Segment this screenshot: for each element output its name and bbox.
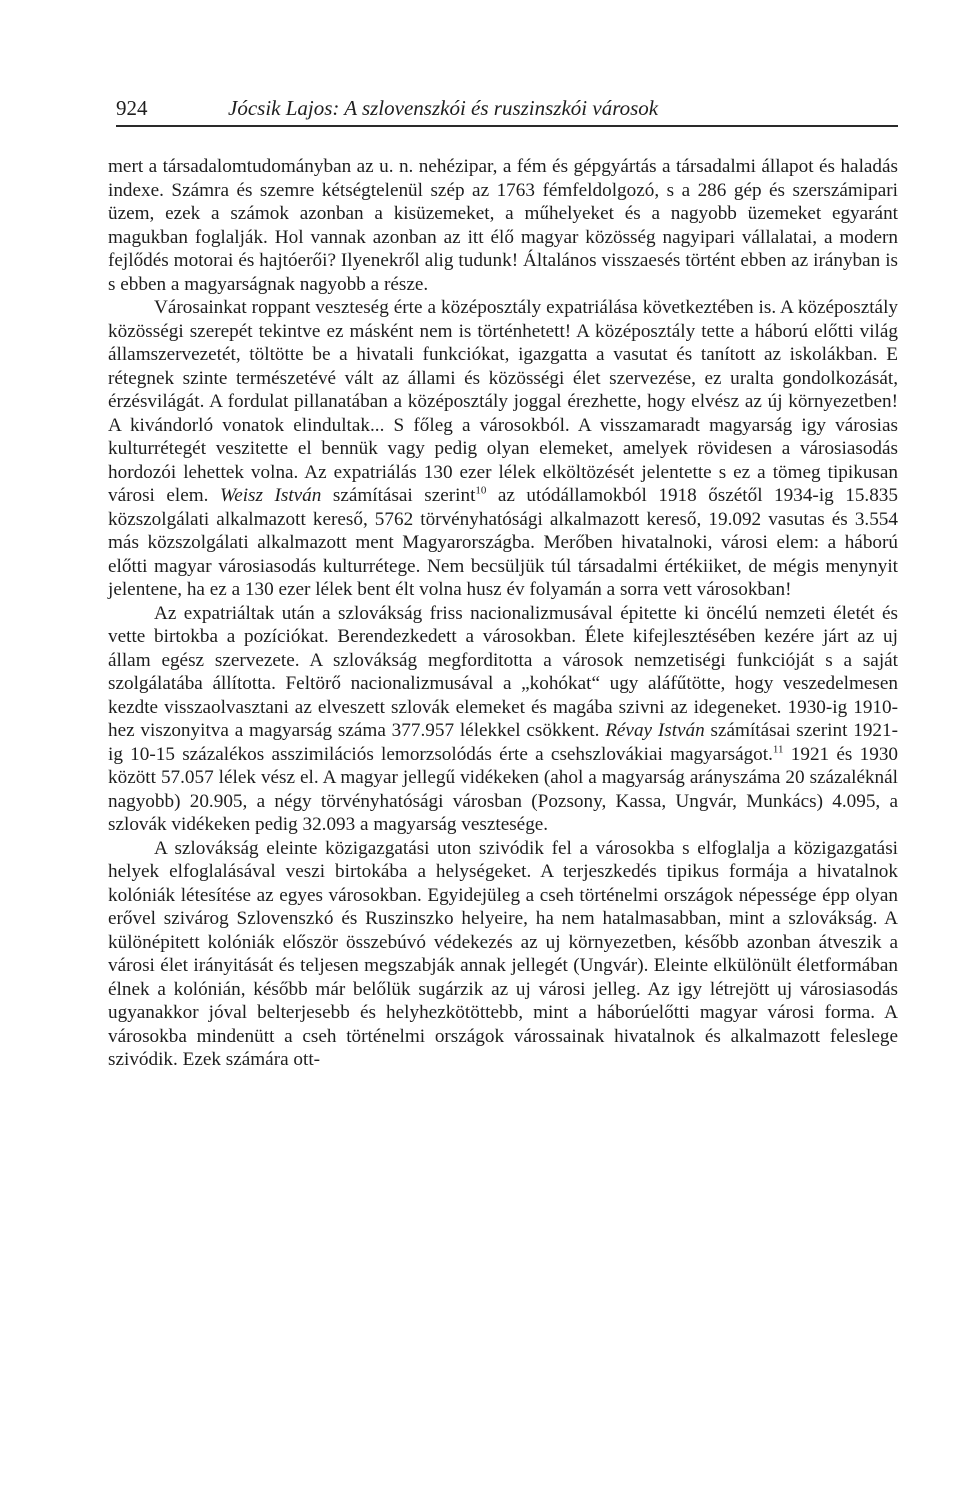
text-run: számításai szerint (321, 485, 476, 506)
book-page (108, 96, 898, 1072)
text-run: számításai szerint 1921-ig 10-15 százalékos asszimilációs lemorzsolódás érte a csehszlovákiai magyarságot. (108, 720, 898, 765)
author-name: Révay István (605, 720, 705, 741)
page-number: 924 (116, 96, 148, 120)
text-run: az utódállamokból 1918 őszétől 1934-ig 15.835 közszolgálati alkalmazott kereső, 5762 törvényhatósági alkalmazott kereső, 19.092 vasutas és 3.554 más közszolgálati alkalmazott ment Magyarországba. Merőben hivatalnoki, városi elem: a háború előtti magyar városiasodás kulturrétege. Nem becsüljük túl társadalmi értékiiket, de mégis menynyit jelentene, ha ez a 130 ezer lélek bent élt volna husz év folyamán a sorra vett városokban! (108, 485, 898, 600)
text-run: mert a társadalomtudományban az u. n. nehézipar, a fém és gépgyártás a társadalmi állapot és haladás indexe. Számra és szemre kétségtelenül szép az 1763 fémfeldolgozó, s a 286 gép és szerszámipari üzem, ezek a számok azonban a kisüzemeket, a műhelyeket és a nagyobb üzemeket egyaránt magukban foglalják. Hol vannak azonban az itt élő magyar közösség nagyipari vállalatai, a modern fejlődés motorai és hajtóerői? Ilyenekről alig tudunk! Általános visszaesés történt ebben az irányban is s ebben a magyarságnak nagyobb a része. (108, 156, 898, 295)
footnote-ref: 10 (475, 484, 487, 497)
text-run: 1921 és 1930 között 57.057 lélek vész el. A magyar jellegű vidékeken (ahol a magyarság arányszáma 20 százaléknál nagyobb) 20.905, a négy törvényhatósági városban (Pozsony, Kassa, Ungvár, Munkács) 4.095, a szlovák vidékeken pedig 32.093 a magyarság vesztesége. (108, 743, 899, 835)
text-run: Az expatriáltak után a szlovákság friss nacionalizmusával épitette ki öncélú nemzeti életét és vette birtokba a pozíciókat. Berendezkedett a városokban. Élete kifejlesztésében kezére járt az uj állam egész szervezete. A szlovákság megforditotta a városok nemzetiségi funkcióját s a saját szolgálatába állította. Feltörő nacionalizmusával a „kohókat“ ugy aláfűtötte, hogy veszedelmesen kezdte visszaolvasztani az elveszett szlovák elemeket és magába szivni az idegeneket. 1930-ig 1910-hez viszonyitva a magyarság száma 377.957 lélekkel csökkent. (108, 602, 898, 741)
text-run: Városainkat roppant veszteség érte a középosztály expatriálása következtében is. A középosztály közösségi szerepét tekintve ez másként nem is történhetett! A középosztály tette a háború előtti világ államszervezetét, töltötte be a hivatali funkciókat, igazgatta a vasutat és tanított az iskolákban. E rétegnek szinte természetévé vált az állami és közösségi élet szervezése, ez uralta gondolkozását, érzésvilágát. A fordulat pillanatában a középosztály joggal érezhette, hogy elvész az új környezetben! A kivándorló vonatok elindultak... S főleg a városokból. A visszamaradt magyarság igy városias kulturrétegét veszitette el bennük vagy pedig olyan elemeket, amelyek rövidesen a városiasodás hordozói lehettek volna. Az expatriálás 130 ezer lélek elköltözését jelentette s ez a tömeg tipikusan városi elem. (108, 297, 898, 506)
running-title: Jócsik Lajos: A szlovenszkói és ruszinszkói városok (228, 96, 659, 120)
paragraph (108, 296, 898, 602)
paragraph (108, 155, 898, 296)
footnote-ref: 11 (772, 743, 784, 756)
running-header (116, 96, 898, 127)
paragraph (108, 837, 898, 1072)
author-name: Weisz István (219, 485, 322, 506)
paragraph (108, 602, 898, 837)
body-text (108, 155, 898, 1072)
text-run: A szlovákság eleinte közigazgatási uton szivódik fel a városokba s elfoglalja a közigazgatási helyek elfoglalásával veszi birtokába a helységeket. A terjeszkedés tipikus formája a hivatalnok kolóniák létesítése az egyes városokban. Egyidejüleg a cseh történelmi országok népessége épp olyan erővel szivárog Szlovenszkó és Ruszinszko helyeire, ha nem hatalmasabban, mint a szlovákság. A különépitett kolóniák először összebúvó védekezés az uj környezetben, később azonban átveszik a városi élet irányitását és teljesen megszabják annak jellegét (Ungvár). Eleinte elkülönült életformában élnek a kolónián, később már belőlük sugárzik az uj városi jelleg. Az igy létrejött uj városiasodás ugyanakkor jóval belterjesebb és helyhezkötöttebb, mint a háborúelőtti magyar városi forma. A városokba mindenütt a cseh történelmi országok várossainak hivatalnok és alkalmazott feleslege szivódik. Ezek számára ott- (108, 837, 898, 1070)
